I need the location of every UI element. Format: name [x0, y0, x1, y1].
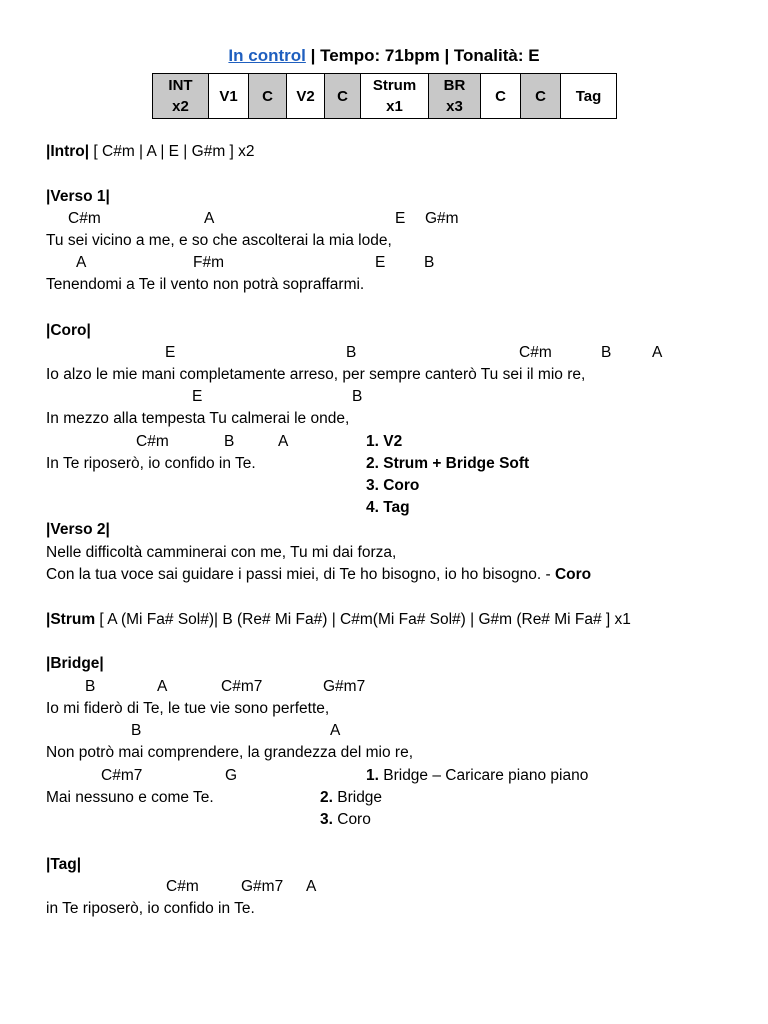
structure-cell-verse2: V2	[287, 74, 325, 119]
lyric-line: In Te riposerò, io confido in Te.	[46, 455, 256, 472]
chord: B	[85, 678, 96, 695]
chord: C#m7	[101, 767, 143, 784]
chord: A	[278, 433, 289, 450]
section-label: |Verso 1|	[46, 188, 110, 205]
chord: G#m	[425, 210, 459, 227]
structure-cell-bridge: BR x3	[429, 74, 481, 119]
arrangement-note: 4. Tag	[366, 499, 410, 516]
arrangement-note: 3. Coro	[366, 477, 420, 494]
song-title-link[interactable]: In control	[228, 46, 306, 65]
structure-cell-intro: INT x2	[153, 74, 209, 119]
arrangement-note: 1. V2	[366, 433, 403, 450]
song-info: | Tempo: 71bpm | Tonalità: E	[305, 46, 540, 65]
structure-cell-strum: Strum x1	[361, 74, 429, 119]
section-label: |Bridge|	[46, 655, 104, 672]
chord: C#m	[68, 210, 101, 227]
chord: G#m7	[241, 878, 284, 895]
section-label: |Verso 2|	[46, 521, 110, 538]
arrangement-note: 1. Bridge – Caricare piano piano	[366, 767, 589, 784]
strum-line	[46, 609, 631, 631]
chord: A	[157, 678, 168, 695]
chord: E	[375, 254, 386, 271]
chord: E	[395, 210, 406, 227]
arrangement-note: 3. Coro	[320, 811, 371, 828]
lyric-line: In mezzo alla tempesta Tu calmerai le onde,	[46, 410, 350, 427]
lyric-line: Mai nessuno e come Te.	[46, 789, 214, 806]
strum-chords: [ A (Mi Fa# Sol#)| B (Re# Mi Fa#) | C#m(Mi Fa# Sol#) | G#m (Re# Mi Fa# ] x1	[95, 611, 631, 628]
intro-chords: [ C#m | A | E | G#m ] x2	[89, 143, 255, 160]
structure-cell-verse1: V1	[209, 74, 249, 119]
lyric-line: Con la tua voce sai guidare i passi miei, di Te ho bisogno, io ho bisogno. - Coro	[46, 566, 592, 583]
chord: G#m7	[323, 678, 366, 695]
chord: A	[306, 878, 317, 895]
structure-cell-chorus: C	[325, 74, 361, 119]
chord: B	[601, 344, 612, 361]
lyric-line: Nelle difficoltà camminerai con me, Tu mi dai forza,	[46, 544, 397, 561]
chord: B	[224, 433, 235, 450]
structure-cell-chorus: C	[521, 74, 561, 119]
structure-cell-chorus: C	[249, 74, 287, 119]
section-label: |Strum	[46, 611, 96, 628]
lyric-line: in Te riposerò, io confido in Te.	[46, 900, 255, 917]
section-label: |Tag|	[46, 856, 82, 873]
lyric-line: Io alzo le mie mani completamente arreso, per sempre canterò Tu sei il mio re,	[46, 366, 586, 383]
chord: B	[131, 722, 142, 739]
structure-table	[152, 73, 617, 119]
arrangement-note: 2. Bridge	[320, 789, 383, 806]
chord: G	[225, 767, 238, 784]
chord: C#m7	[221, 678, 263, 695]
section-label: |Coro|	[46, 322, 91, 339]
chord: F#m	[193, 254, 224, 271]
chord: C#m	[166, 878, 199, 895]
section-label: |Intro|	[46, 143, 90, 160]
lyric-line: Non potrò mai comprendere, la grandezza del mio re,	[46, 744, 414, 761]
chord: E	[192, 388, 203, 405]
chord: A	[76, 254, 87, 271]
cue-chorus: Coro	[554, 566, 592, 583]
chord: B	[424, 254, 435, 271]
chord: A	[330, 722, 341, 739]
lyric-line: Io mi fiderò di Te, le tue vie sono perfette,	[46, 700, 330, 717]
chord: B	[346, 344, 357, 361]
structure-cell-chorus: C	[481, 74, 521, 119]
structure-cell-tag: Tag	[561, 74, 617, 119]
intro-line	[46, 141, 255, 163]
chord: C#m	[519, 344, 552, 361]
chord: C#m	[136, 433, 169, 450]
chord: A	[652, 344, 663, 361]
chord: A	[204, 210, 215, 227]
chord: B	[352, 388, 363, 405]
song-title	[0, 44, 768, 68]
arrangement-note: 2. Strum + Bridge Soft	[366, 455, 530, 472]
lyric-line: Tu sei vicino a me, e so che ascolterai la mia lode,	[46, 232, 392, 249]
chord: E	[165, 344, 176, 361]
lyric-line: Tenendomi a Te il vento non potrà sopraffarmi.	[46, 276, 365, 293]
